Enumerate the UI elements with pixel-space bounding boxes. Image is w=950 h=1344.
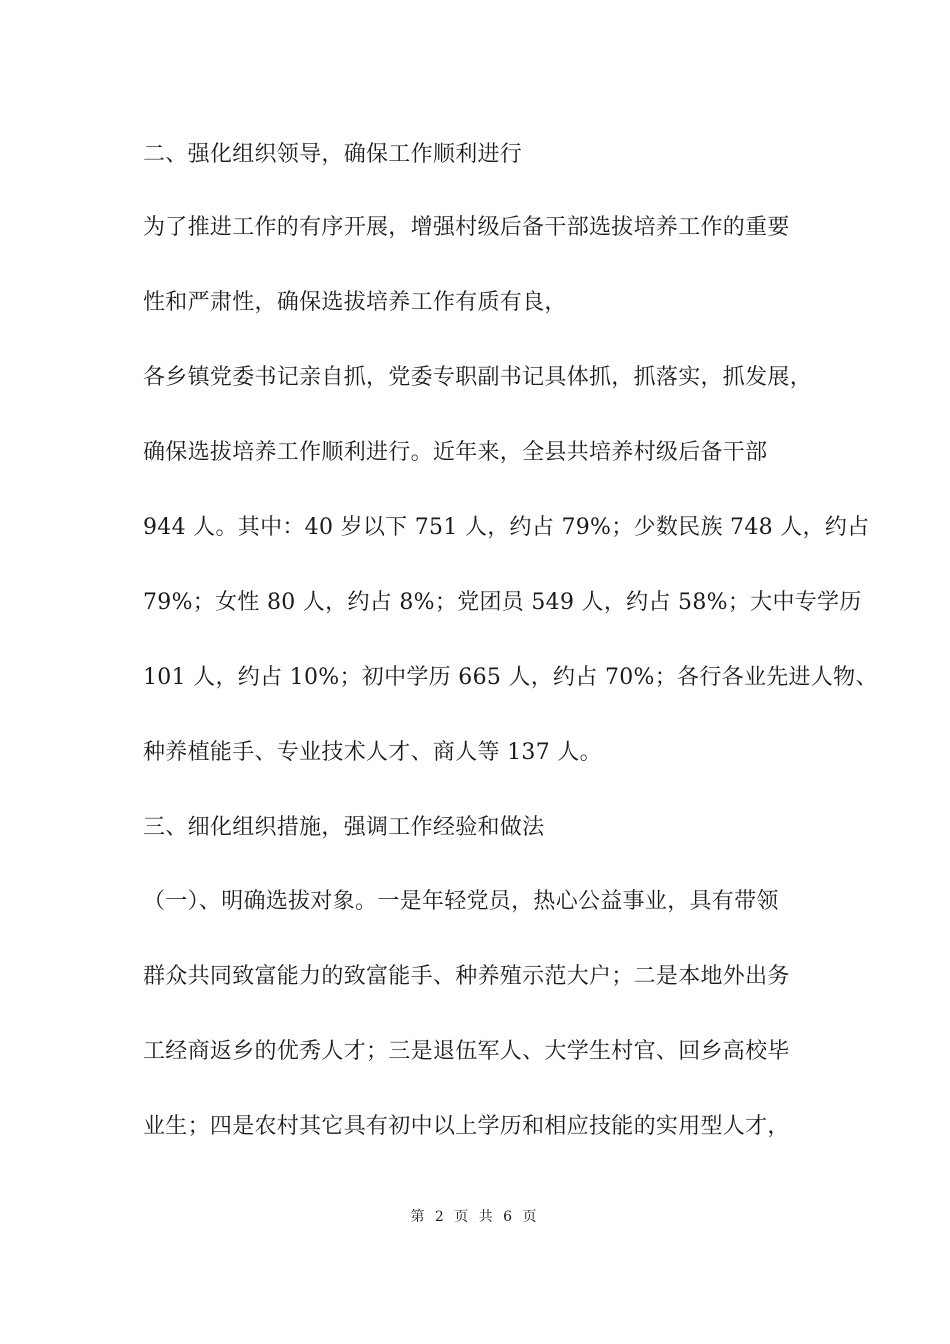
paragraph-line: （一）、明确选拔对象。一是年轻党员，热心公益事业，具有带领 bbox=[143, 889, 779, 914]
paragraph-line: 确保选拔培养工作顺利进行。近年来，全县共培养村级后备干部 bbox=[143, 440, 768, 465]
paragraph-line: 业生；四是农村其它具有初中以上学历和相应技能的实用型人才， bbox=[143, 1114, 790, 1139]
paragraph-line: 944 人。其中：40 岁以下 751 人，约占 79%；少数民族 748 人，约占 bbox=[143, 515, 870, 540]
section-heading-2: 二、强化组织领导，确保工作顺利进行 bbox=[143, 142, 523, 167]
paragraph-line: 为了推进工作的有序开展，增强村级后备干部选拔培养工作的重要 bbox=[143, 215, 790, 240]
paragraph-line: 群众共同致富能力的致富能手、种养殖示范大户；二是本地外出务 bbox=[143, 964, 790, 989]
paragraph-line: 性和严肃性，确保选拔培养工作有质有良， bbox=[143, 290, 567, 315]
page-footer: 第 2 页 共 6 页 bbox=[410, 1209, 540, 1225]
section-heading-3: 三、细化组织措施，强调工作经验和做法 bbox=[143, 815, 545, 840]
paragraph-line: 各乡镇党委书记亲自抓，党委专职副书记具体抓，抓落实，抓发展， bbox=[143, 365, 813, 390]
paragraph-line: 工经商返乡的优秀人才；三是退伍军人、大学生村官、回乡高校毕 bbox=[143, 1039, 790, 1064]
paragraph-line: 79%；女性 80 人，约占 8%；党团员 549 人，约占 58%；大中专学历 bbox=[143, 590, 862, 615]
paragraph-line: 101 人，约占 10%；初中学历 665 人，约占 70%；各行各业先进人物、 bbox=[143, 665, 878, 690]
paragraph-line: 种养植能手、专业技术人才、商人等 137 人。 bbox=[143, 740, 602, 765]
